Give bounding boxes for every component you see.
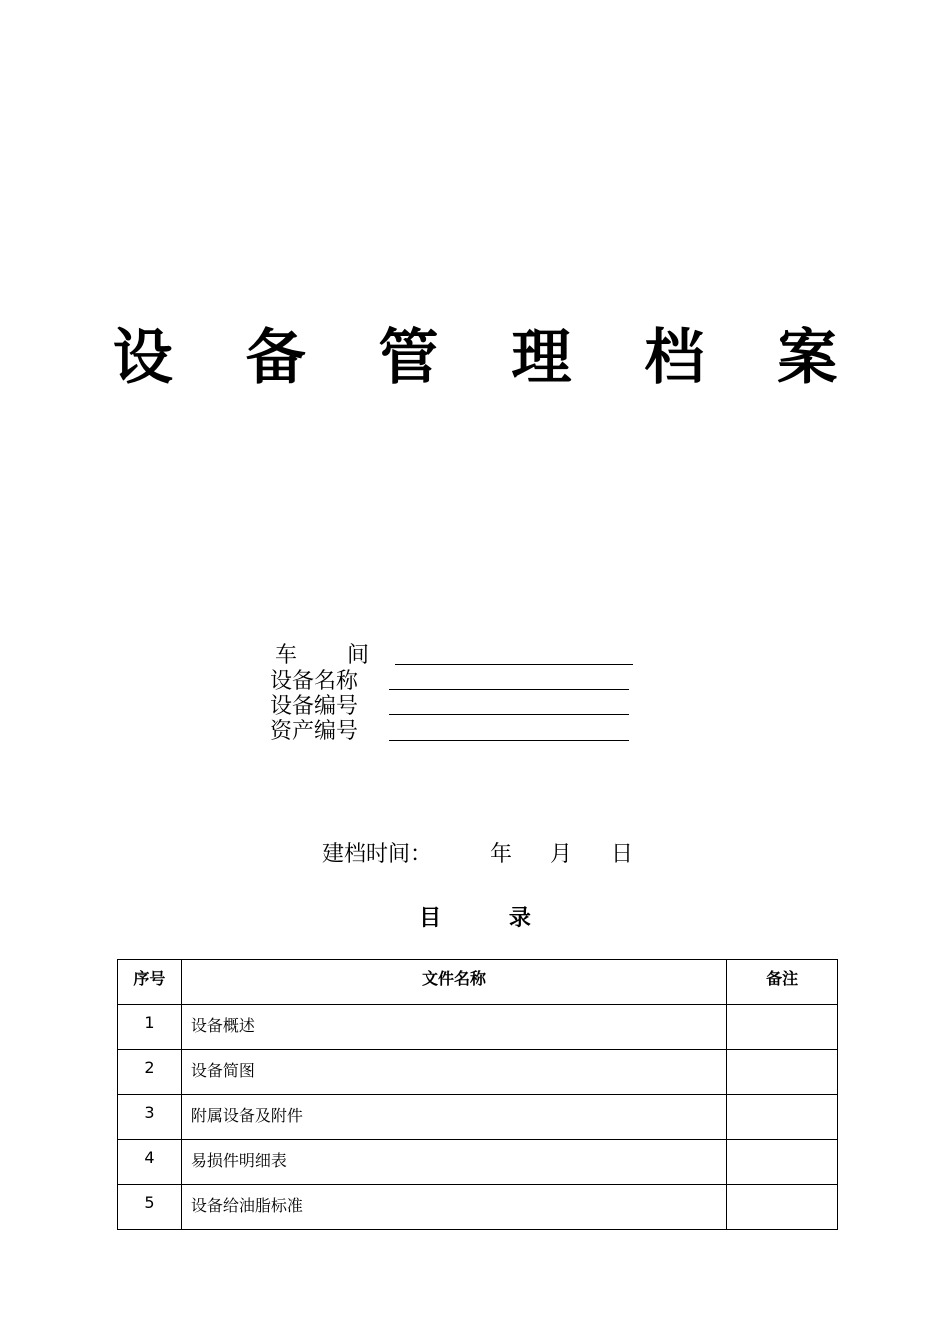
toc-table	[117, 959, 838, 1230]
toc-header-name: 文件名称	[181, 960, 726, 1005]
table-row	[118, 1050, 838, 1095]
field-line-equipment-name	[389, 689, 629, 690]
date-day: 日	[611, 842, 634, 867]
toc-header-row	[118, 960, 838, 1005]
document-title: 设 备 管 理 档 案	[112, 323, 864, 393]
field-line-asset-number	[389, 740, 629, 741]
toc-row-number: 3	[118, 1095, 182, 1140]
toc-header-note: 备注	[727, 960, 838, 1005]
field-line-equipment-number	[389, 714, 629, 715]
toc-row-note	[727, 1185, 838, 1230]
toc-row-number: 1	[118, 1005, 182, 1050]
toc-row-name: 设备概述	[181, 1005, 726, 1050]
field-label-equipment-number: 设备编号	[270, 694, 359, 719]
table-row	[118, 1140, 838, 1185]
toc-row-number: 2	[118, 1050, 182, 1095]
table-row	[118, 1095, 838, 1140]
toc-row-note	[727, 1050, 838, 1095]
toc-row-number: 4	[118, 1140, 182, 1185]
toc-row-name: 附属设备及附件	[181, 1095, 726, 1140]
date-year: 年	[490, 842, 513, 867]
field-label-workshop: 车间	[275, 643, 420, 668]
toc-row-note	[727, 1095, 838, 1140]
toc-row-number: 5	[118, 1185, 182, 1230]
date-month: 月	[550, 842, 573, 867]
table-row	[118, 1185, 838, 1230]
toc-row-note	[727, 1005, 838, 1050]
field-label-equipment-name: 设备名称	[270, 669, 359, 694]
table-row	[118, 1005, 838, 1050]
field-label-asset-number: 资产编号	[270, 719, 359, 744]
date-label: 建档时间：	[322, 842, 433, 867]
toc-row-name: 设备简图	[181, 1050, 726, 1095]
field-line-workshop	[395, 664, 633, 665]
toc-row-name: 设备给油脂标准	[181, 1185, 726, 1230]
toc-row-note	[727, 1140, 838, 1185]
toc-row-name: 易损件明细表	[181, 1140, 726, 1185]
toc-header-number: 序号	[118, 960, 182, 1005]
toc-title: 目 录	[419, 906, 561, 931]
